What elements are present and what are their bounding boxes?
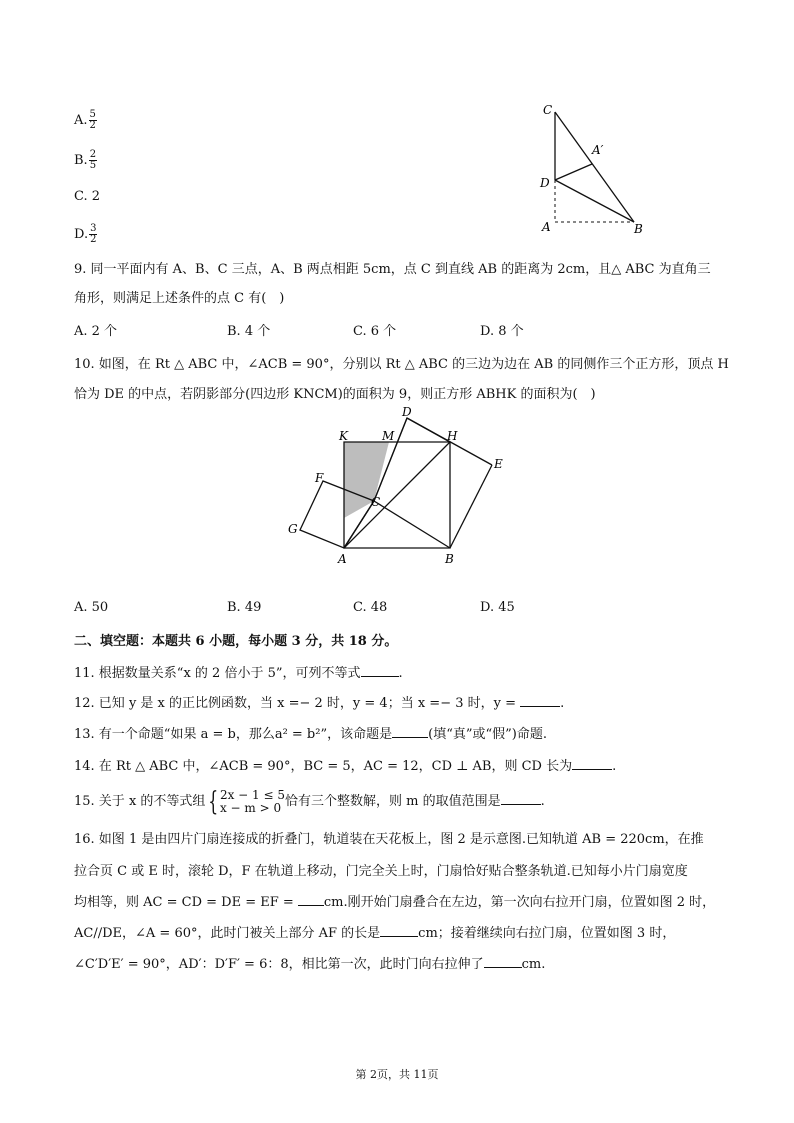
fig8-label-a: A — [542, 220, 551, 234]
page-footer: 第 2页，共 11页 — [355, 1068, 439, 1081]
fig8-label-a-prime: A′ — [592, 143, 604, 157]
fig8-label-b: B — [634, 222, 643, 236]
fig8-label-c: C — [543, 103, 553, 117]
q9-line2: 角形，则满足上述条件的点 C 有( ) — [74, 291, 285, 306]
q8-option-c: C. 2 — [74, 189, 101, 204]
q8-option-b: B. $\frac{2}{5}$ — [74, 149, 97, 171]
q16-line1: 16. 如图 1 是由四片门扇连接成的折叠门，轨道装在天花板上，图 2 是示意图.已知轨道 AB = 220cm，在推 — [74, 832, 704, 847]
q9-line1: 9. 同一平面内有 A、B、C 三点，A、B 两点相距 5cm，点 C 到直线 AB 的距离为 2cm，且△ ABC 为直角三 — [74, 262, 711, 277]
q10-line2: 恰为 DE 的中点，若阴影部分(四边形 KNCM)的面积为 9，则正方形 ABHK 的面积为( ) — [74, 387, 596, 402]
q14-blank — [572, 757, 612, 770]
q16-blank-1 — [298, 893, 324, 906]
q8-triangle-figure — [530, 98, 660, 238]
fig10-label-g: G — [288, 522, 298, 536]
q10-line1: 10. 如图，在 Rt △ ABC 中，∠ACB = 90°，分别以 Rt △ ABC 的三边为边在 AB 的同侧作三个正方形，顶点 H — [74, 357, 729, 372]
fig10-edge-eb — [450, 465, 492, 548]
q13: 13. 有一个命题“如果 a = b，那么a² = b²”，该命题是 (填“真”或“假”)命题. — [74, 727, 547, 742]
q9-option-a: A. 2 个 — [74, 324, 118, 339]
fig8-edge-cb — [555, 112, 634, 222]
q10-option-d: D. 45 — [480, 600, 515, 615]
q16-blank-3 — [484, 955, 522, 968]
q15-blank — [501, 792, 541, 805]
q8-option-a: A. $\frac{5}{2}$ — [74, 109, 96, 131]
fig10-edge-cb — [374, 501, 450, 548]
fig10-label-h: H — [447, 429, 458, 443]
q11: 11. 根据数量关系“x 的 2 倍小于 5”，可列不等式 . — [74, 666, 403, 681]
q16-blank-2 — [380, 924, 418, 937]
fig10-label-f: F — [315, 471, 324, 485]
q11-blank — [361, 664, 399, 677]
q16-line4: AC//DE，∠A = 60°，此时门被关上部分 AF 的长是 cm；接着继续向右拉门扇，位置如图 3 时， — [74, 926, 676, 941]
fig10-label-m: M — [382, 429, 395, 443]
q9-option-d: D. 8 个 — [480, 324, 524, 339]
fig10-label-b: B — [445, 552, 454, 566]
q15-brace: { — [208, 786, 219, 817]
q8-option-d: D. $\frac{3}{2}$ — [74, 223, 97, 245]
fig8-label-d: D — [540, 176, 550, 190]
q12: 12. 已知 y 是 x 的正比例函数，当 x =− 2 时，y = 4；当 x =− 3 时，y = . — [74, 696, 565, 711]
q9-option-c: C. 6 个 — [353, 324, 397, 339]
fig10-label-e: E — [494, 457, 503, 471]
fig8-edge-db — [555, 180, 634, 222]
q10-option-b: B. 49 — [227, 600, 262, 615]
q14: 14. 在 Rt △ ABC 中，∠ACB = 90°，BC = 5，AC = 12，CD ⊥ AB，则 CD 长为 . — [74, 759, 617, 774]
fig10-label-a: A — [338, 552, 347, 566]
q10-squares-figure — [280, 402, 520, 572]
q16-line5: ∠C′D′E′ = 90°，AD′：D′F′ = 6：8，相比第一次，此时门向右拉伸了 cm. — [74, 957, 546, 972]
q9-option-b: B. 4 个 — [227, 324, 271, 339]
q15: 15. 关于 x 的不等式组 { 2x − 1 ≤ 5 x − m > 0 恰有三个整数解，则 m 的取值范围是 . — [74, 786, 545, 817]
fig10-label-c: C — [371, 495, 381, 509]
q10-option-c: C. 48 — [353, 600, 388, 615]
q13-blank — [392, 725, 428, 738]
fig8-edge-da — [555, 164, 592, 180]
q10-option-a: A. 50 — [74, 600, 109, 615]
q16-line3: 均相等，则 AC = CD = DE = EF = cm.刚开始门扇叠合在左边，第一次向右拉开门扇，位置如图 2 时， — [74, 895, 716, 910]
q12-blank — [520, 694, 560, 707]
section-title-fill-in: 二、填空题：本题共 6 小题，每小题 3 分，共 18 分。 — [74, 634, 398, 649]
fig10-label-d: D — [402, 405, 412, 419]
fig10-label-k: K — [339, 429, 348, 443]
q16-line2: 拉合页 C 或 E 时，滚轮 D，F 在轨道上移动，门完全关上时，门扇恰好贴合整条轨道.已知每小片门扇宽度 — [74, 864, 688, 879]
